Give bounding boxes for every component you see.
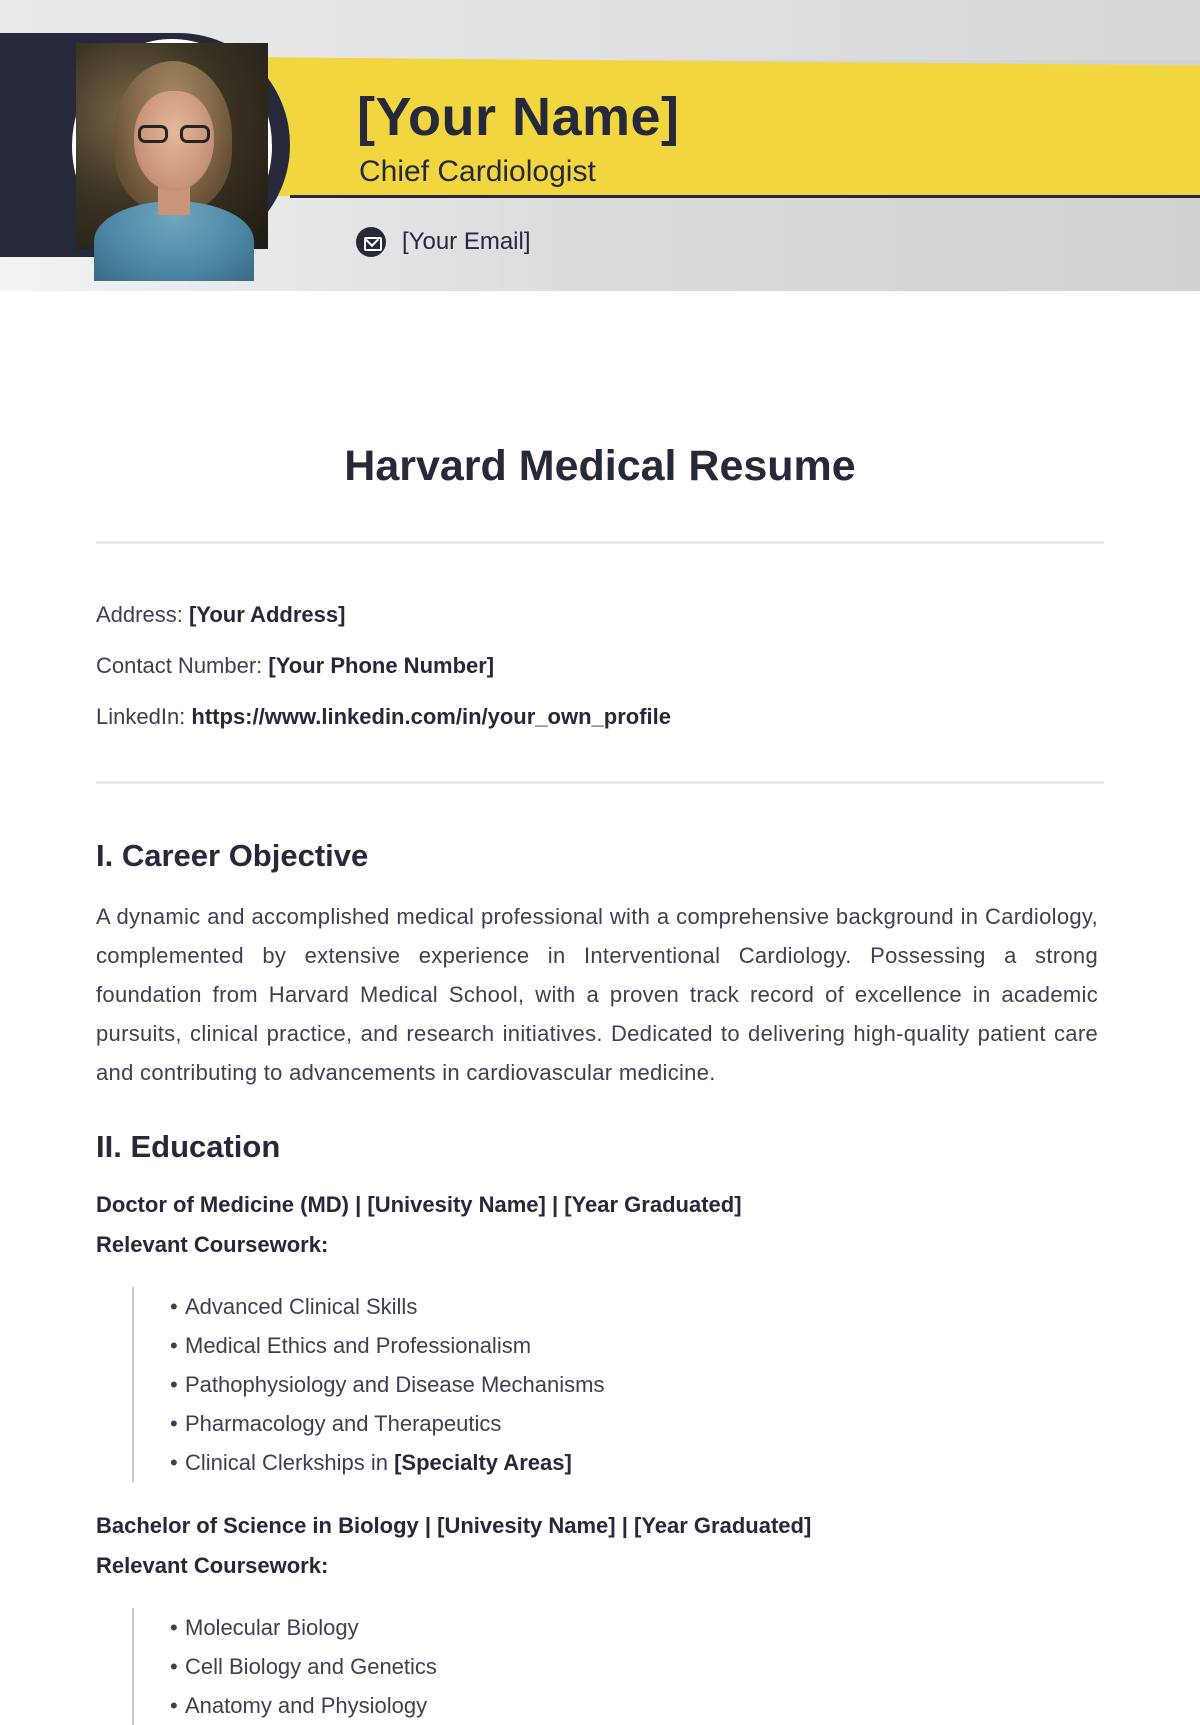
- address-value: [Your Address]: [188, 602, 346, 627]
- list-item: • Anatomy and Physiology: [170, 1686, 437, 1725]
- address-label: Address:: [96, 602, 183, 627]
- profile-photo: [72, 39, 272, 253]
- document-title: Harvard Medical Resume: [344, 442, 856, 490]
- email-icon: [356, 227, 386, 257]
- list-item: • Molecular Biology: [170, 1608, 437, 1647]
- phone-label: Contact Number:: [96, 653, 263, 678]
- section-heading-career-objective: I. Career Objective: [96, 838, 369, 873]
- email-address[interactable]: [Your Email]: [402, 228, 531, 255]
- section-heading-education: II. Education: [96, 1129, 281, 1164]
- list-item: • Pathophysiology and Disease Mechanisms: [170, 1365, 604, 1404]
- linkedin-link[interactable]: https://www.linkedin.com/in/your_own_profile: [191, 704, 671, 729]
- contact-linkedin: [96, 704, 671, 730]
- contact-phone: [96, 653, 494, 679]
- degree-title: Doctor of Medicine (MD) | [Univesity Name] | [Year Graduated]: [96, 1192, 742, 1217]
- course-prefix: Clinical Clerkships in: [185, 1450, 395, 1475]
- course-list: [132, 1287, 604, 1482]
- coursework-label: Relevant Coursework:: [96, 1232, 329, 1257]
- career-objective-text: A dynamic and accomplished medical professional with a comprehensive background in Cardiology, complemented by extensive experience in Interventional Cardiology. Possessing a strong foundation from Harvard Medical School, with a proven track record of excellence in academic pursuits, clinical practice, and research initiatives. Dedicated to delivering high-quality patient care and contributing to advancements in cardiovascular medicine.: [96, 904, 1098, 1085]
- phone-value: [Your Phone Number]: [268, 653, 495, 678]
- course-list: [132, 1608, 437, 1725]
- list-item: • Medical Ethics and Professionalism: [170, 1326, 604, 1365]
- glasses: [138, 125, 210, 143]
- person-name: [Your Name]: [357, 87, 680, 147]
- header-divider-line: [290, 195, 1200, 198]
- list-item: [170, 1443, 604, 1482]
- job-title: Chief Cardiologist: [359, 155, 596, 188]
- divider: [96, 781, 1104, 784]
- contact-address: [96, 602, 345, 628]
- specialty-areas: [Specialty Areas]: [394, 1450, 572, 1475]
- list-item: • Cell Biology and Genetics: [170, 1647, 437, 1686]
- divider: [96, 541, 1104, 544]
- list-item: • Advanced Clinical Skills: [170, 1287, 604, 1326]
- degree-title: Bachelor of Science in Biology | [Univesity Name] | [Year Graduated]: [96, 1513, 812, 1538]
- coursework-label: Relevant Coursework:: [96, 1553, 329, 1578]
- linkedin-label: LinkedIn:: [96, 704, 186, 729]
- list-item: • Pharmacology and Therapeutics: [170, 1404, 604, 1443]
- resume-header: [0, 0, 1200, 291]
